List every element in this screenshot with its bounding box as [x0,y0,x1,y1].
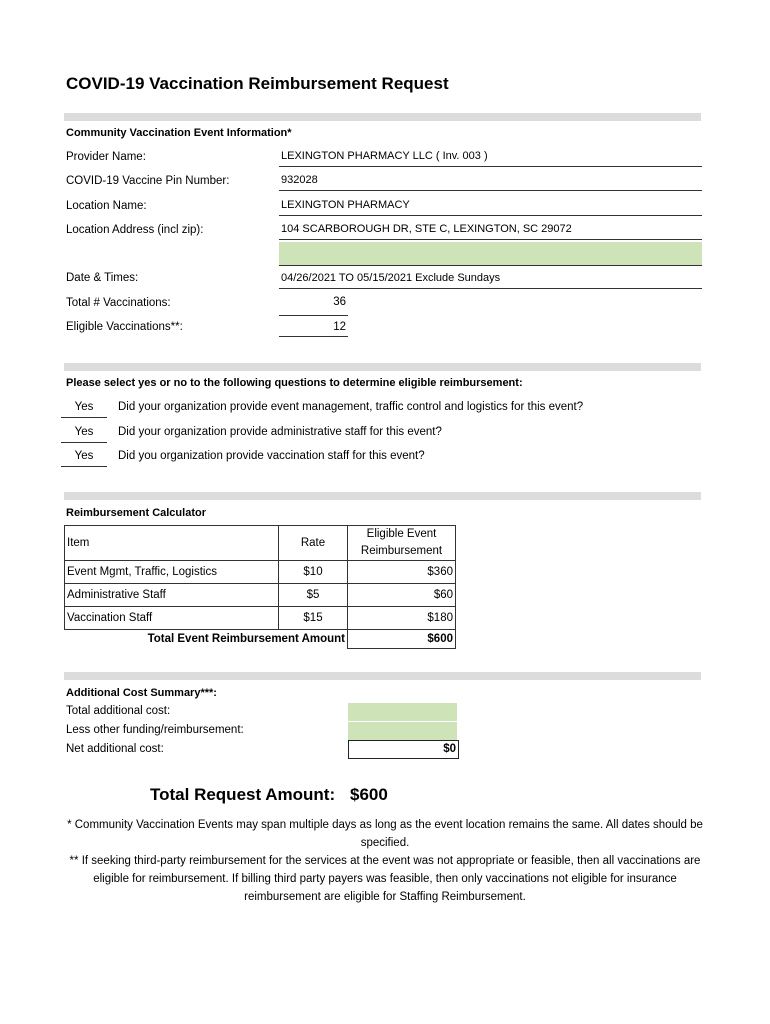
header-item: Item [65,526,279,561]
pin-label: COVID-19 Vaccine Pin Number: [66,175,230,187]
page-title: COVID-19 Vaccination Reimbursement Request [66,74,449,93]
section-divider [64,672,701,680]
net-cost-value: $0 [348,740,459,759]
table-total-row [65,630,456,649]
header-amount-line2: Reimbursement [360,545,443,557]
table-row [65,607,456,630]
total-reimbursement-label: Total Event Reimbursement Amount [65,630,348,649]
table-row [65,561,456,584]
additional-total-input[interactable] [348,703,457,721]
section-divider [64,492,701,500]
section-divider [64,113,701,121]
total-reimbursement-value: $600 [348,630,456,649]
footnote-2: ** If seeking third-party reimbursement for the services at the event was not appropriate or feasible, then all vaccinations are eligible for reimbursement. If billing third party payers was feasible, then only vaccinations not eligible for insurance reimbursement are eligible for Staffing Reimbursement. [69,855,701,903]
provider-label: Provider Name: [66,151,146,163]
answer-vaccination-staff[interactable]: Yes [61,446,107,467]
additional-total-label: Total additional cost: [66,705,171,717]
net-cost-label: Net additional cost: [66,743,164,755]
total-vaccinations-label: Total # Vaccinations: [66,297,171,309]
provider-name-field[interactable]: LEXINGTON PHARMACY LLC ( Inv. 003 ) [279,145,702,167]
total-request-value: $600 [350,785,388,804]
row-rate: $15 [279,607,348,630]
additional-heading: Additional Cost Summary***: [66,687,217,699]
footnotes [60,816,710,906]
eligible-vaccinations-field[interactable]: 12 [279,315,348,337]
row-amount: $60 [348,584,456,607]
calculator-heading: Reimbursement Calculator [66,507,206,519]
table-row [65,584,456,607]
question-event-mgmt: Did your organization provide event management, traffic control and logistics for this event? [118,401,584,413]
table-header-row [65,526,456,561]
row-amount: $360 [348,561,456,584]
total-vaccinations-field[interactable]: 36 [333,296,346,308]
reimbursement-table [64,525,456,649]
location-name-field[interactable]: LEXINGTON PHARMACY [279,194,702,216]
address-field[interactable]: 104 SCARBOROUGH DR, STE C, LEXINGTON, SC 29072 [279,218,702,240]
header-amount [348,526,456,561]
questions-heading: Please select yes or no to the following questions to determine eligible reimbursement: [66,377,523,389]
dates-field[interactable]: 04/26/2021 TO 05/15/2021 Exclude Sundays [279,267,702,289]
header-amount-line1: Eligible Event [366,528,437,540]
row-amount: $180 [348,607,456,630]
less-funding-input[interactable] [348,722,457,740]
dates-label: Date & Times: [66,272,139,284]
row-item: Administrative Staff [65,584,279,607]
less-funding-label: Less other funding/reimbursement: [66,724,244,736]
question-admin-staff: Did your organization provide administrative staff for this event? [118,426,442,438]
location-label: Location Name: [66,200,147,212]
question-vaccination-staff: Did you organization provide vaccination staff for this event? [118,450,425,462]
total-request-label: Total Request Amount: [150,785,336,804]
pin-number-field[interactable]: 932028 [279,169,702,191]
footnote-1: * Community Vaccination Events may span multiple days as long as the event location remains the same. All dates should be specified. [67,819,703,849]
event-info-heading: Community Vaccination Event Information* [66,127,292,139]
row-item: Vaccination Staff [65,607,279,630]
answer-admin-staff[interactable]: Yes [61,422,107,443]
row-item: Event Mgmt, Traffic, Logistics [65,561,279,584]
address-line2-field[interactable] [279,242,702,266]
header-rate: Rate [279,526,348,561]
eligible-vaccinations-label: Eligible Vaccinations**: [66,321,183,333]
section-divider [64,363,701,371]
row-rate: $5 [279,584,348,607]
row-rate: $10 [279,561,348,584]
answer-event-mgmt[interactable]: Yes [61,397,107,418]
address-label: Location Address (incl zip): [66,224,204,236]
